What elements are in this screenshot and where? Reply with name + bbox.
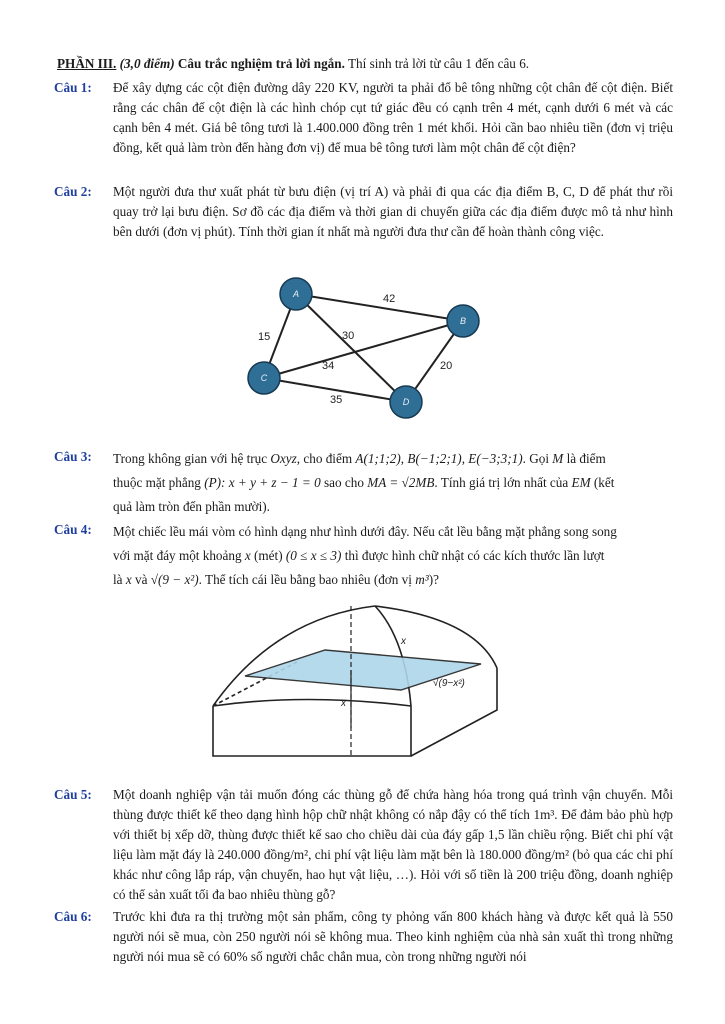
edge-label-20: 20: [440, 360, 453, 372]
q4-line2-b: (mét): [250, 548, 286, 563]
question-1-text: Để xây dựng các cột điện đường dây 220 KV, người ta phải đổ bê tông những cột chân đế cột điện. Biết rằng các chân đế cột điện là các hình chóp cụt tứ giác đều có cạnh trên 4 mét, cạnh dưới 6 mét và các cạnh bên 4 mét. Giá bê tông tươi là 1.400.000 đồng trên 1 mét khối. Hỏi cần bao nhiêu tiền (đơn vị triệu đồng, kết quả làm tròn đến hàng đơn vị) để mua bê tông tươi làm một chân đế cột điện?: [113, 80, 673, 155]
q3-text-c: . Gọi: [522, 451, 553, 466]
question-3-text: Trong không gian với hệ trục Oxyz, cho điểm A(1;1;2), B(−1;2;1), E(−3;3;1). Gọi M là điểm thuộc mặt phẳng (P): x + y + z − 1 = 0 sao cho MA = √2MB. Tính giá trị lớn nhất của EM (kết quả làm tròn đến phần mười).: [113, 451, 615, 514]
q4-line3-c: . Thể tích cái lều bằng bao nhiêu (đơn vị: [198, 572, 416, 587]
section-heading: [57, 56, 529, 72]
question-1-label: Câu 1:: [54, 80, 92, 95]
tent-label-x: x: [401, 636, 406, 647]
q4-var-x: x: [244, 548, 251, 563]
tent-base-front: [213, 706, 411, 756]
question-3-label: Câu 3:: [54, 449, 92, 464]
q3-em: EM: [571, 475, 591, 490]
question-4-label: Câu 4:: [54, 522, 92, 537]
q4-range: (0 ≤ x ≤ 3): [285, 548, 342, 563]
section-title: Câu trắc nghiệm trả lời ngắn.: [177, 56, 345, 71]
q4-line2-c: thì được hình chữ nhật có các kích thước lần lượt: [341, 548, 605, 563]
q3-line2-c: . Tính giá trị lớn nhất của: [434, 475, 572, 490]
section-instruction: Thí sinh trả lời từ câu 1 đến câu 6.: [347, 56, 530, 71]
q3-line3: quả làm tròn đến phần mười).: [113, 499, 270, 514]
question-5-label: Câu 5:: [54, 787, 92, 802]
node-b-label: B: [459, 316, 467, 326]
question-2-label: Câu 2:: [54, 184, 92, 199]
section-prefix: PHẦN III.: [57, 56, 117, 71]
q3-plane-equation: (P): x + y + z − 1 = 0: [204, 475, 321, 490]
q3-point-m: M: [552, 451, 564, 466]
tent-label-height: x: [341, 698, 346, 709]
edge-label-35: 35: [330, 394, 343, 406]
tent-label-sqrt: √(9−x²): [433, 678, 465, 689]
q3-text-d: là điểm: [563, 451, 606, 466]
node-d-label: D: [402, 397, 410, 407]
question-5-text: Một doanh nghiệp vận tải muốn đóng các thùng gỗ để chứa hàng hóa trong quá trình vận chuyển. Mỗi thùng được thiết kế theo dạng hình hộp chữ nhật không có nắp đậy có thể tích 1m³. Để đảm bảo phù hợp với thiết bị xếp dỡ, thùng được thiết kế sao cho chiều dài của đáy gấp 1,5 lần chiều rộng. Biết chi phí vật liệu làm mặt đáy là 240.000 đồng/m², chi phí vật liệu làm mặt bên là 180.000 đồng/m² (bỏ qua các chi phí khác như công lắp ráp, vận chuyển, hao hụt vật liệu, …). Hỏi với số tiền là 200 triệu đồng, doanh nghiệp có thể sản xuất tối đa bao nhiêu thùng gỗ?: [113, 787, 673, 902]
q4-unit: m³: [415, 572, 429, 587]
node-c-label: C: [260, 373, 268, 383]
q4-line1: Một chiếc lều mái vòm có hình dạng như hình dưới đây. Nếu cắt lều bằng mặt phẳng song song: [113, 524, 617, 539]
section-points: (3,0 điểm): [119, 56, 175, 71]
question-6-label: Câu 6:: [54, 909, 92, 924]
edge-label-15: 15: [258, 331, 271, 343]
edge-label-34: 34: [322, 360, 335, 372]
question-4-text: [113, 520, 673, 592]
q4-var-x-2: x: [125, 572, 132, 587]
q3-text-a: Trong không gian với hệ trục: [113, 451, 271, 466]
q4-sqrt-expr: √(9 − x²): [150, 572, 199, 587]
q3-point-a: A(1;1;2): [355, 451, 401, 466]
q3-line2-a: thuộc mặt phẳng: [113, 475, 205, 490]
q3-text-b: , cho điểm: [296, 451, 356, 466]
edge-b-c: [264, 321, 463, 378]
node-a-label: A: [292, 289, 300, 299]
tent-front-curve: [213, 700, 411, 707]
tent-figure: [205, 598, 505, 763]
q4-line3-d: )?: [428, 572, 439, 587]
edge-label-42: 42: [383, 293, 396, 305]
q3-condition: MA = √2MB: [367, 475, 435, 490]
q3-line2-d: (kết: [590, 475, 615, 490]
q4-line3-b: và: [131, 572, 151, 587]
question-2-text: Một người đưa thư xuất phát từ bưu điện (vị trí A) và phải đi qua các địa điểm B, C, D để phát thư rồi quay trở lại bưu điện. Sơ đồ các địa điểm và thời gian di chuyển giữa các địa điểm được mô tả như hình bên dưới (đơn vị phút). Tính thời gian ít nhất mà người đưa thư cần để hoàn thành công việc.: [113, 184, 673, 239]
q4-line3-a: là: [113, 572, 126, 587]
q3-line2-b: sao cho: [320, 475, 368, 490]
edge-label-30: 30: [342, 330, 355, 342]
q4-line2-a: với mặt đáy một khoảng: [113, 548, 245, 563]
question-6-text: Trước khi đưa ra thị trường một sản phẩm, công ty phỏng vấn 800 khách hàng và được kết quả là 550 người nói sẽ mua, còn 250 người nói sẽ không mua. Theo kinh nghiệm của nhà sản xuất thì trong những người nói mua sẽ có 60% số người chắc chắn mua, còn trong những người nói: [113, 909, 673, 964]
q3-point-e: E(−3;3;1): [468, 451, 523, 466]
edge-a-b: [296, 294, 463, 321]
route-graph: [240, 272, 490, 422]
q3-oxyz: Oxyz: [270, 451, 297, 466]
q3-point-b: B(−1;2;1): [407, 451, 462, 466]
